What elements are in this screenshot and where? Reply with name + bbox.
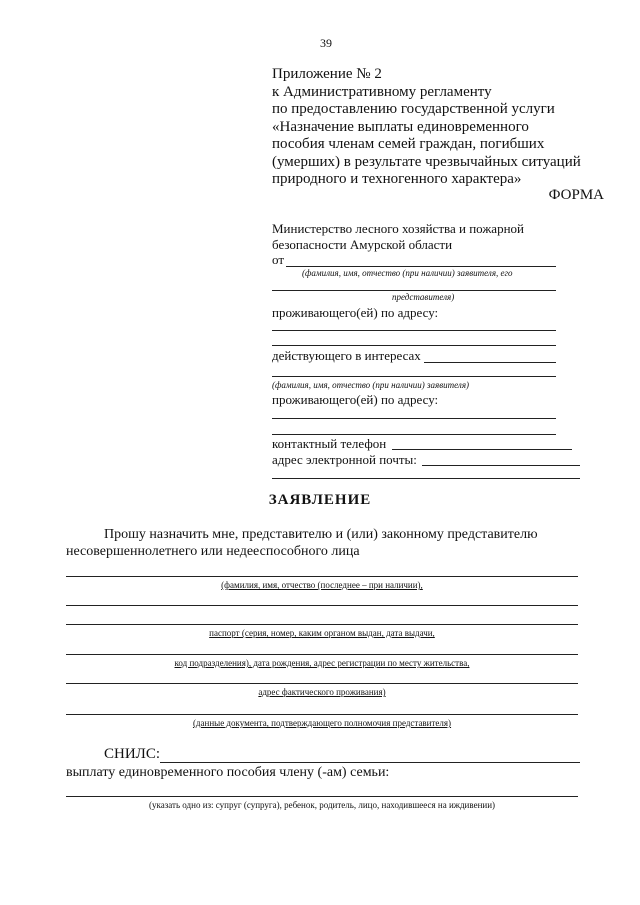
address-field[interactable] — [272, 330, 556, 331]
address-field-2[interactable] — [272, 418, 556, 419]
blank-line[interactable] — [66, 605, 578, 606]
ministry-line: безопасности Амурской области — [272, 237, 453, 252]
email-label: адрес электронной почты: — [272, 452, 417, 467]
request-line-2: несовершеннолетнего или недееспособного лица — [66, 544, 360, 559]
appendix-line: по предоставлению государственной услуги — [272, 101, 555, 117]
forma-label: ФОРМА — [548, 187, 604, 203]
applicant-field[interactable] — [272, 290, 556, 291]
appendix-line: пособия членам семей граждан, погибших — [272, 136, 545, 152]
document-title: ЗАЯВЛЕНИЕ — [268, 492, 372, 508]
appendix-line: «Назначение выплаты единовременного — [272, 118, 529, 135]
from-field[interactable] — [286, 266, 556, 267]
phone-field[interactable] — [392, 449, 572, 450]
relation-hint: (указать одно из: супруг (супруга), ребенок, родитель, лицо, находившееся на иждивении) — [148, 800, 496, 810]
representative-field[interactable] — [272, 376, 556, 377]
document-field[interactable] — [66, 714, 578, 715]
code-field[interactable] — [66, 654, 578, 655]
payment-line: выплату единовременного пособия члену (-ам) семьи: — [66, 765, 390, 780]
actual-address-field[interactable] — [66, 683, 578, 684]
appendix-line: (умерших) в результате чрезвычайных ситуаций — [272, 153, 581, 170]
representative-hint: (фамилия, имя, отчество (при наличии) заявителя) — [272, 380, 470, 390]
passport-field[interactable] — [66, 624, 578, 625]
phone-label: контактный телефон — [272, 436, 387, 451]
appendix-line: природного и техногенного характера» — [272, 171, 522, 187]
address-field-2[interactable] — [272, 434, 556, 435]
address-field[interactable] — [272, 345, 556, 346]
residing-label-2: проживающего(ей) по адресу: — [272, 392, 439, 407]
applicant-hint: (фамилия, имя, отчество (при наличии) заявителя, его — [302, 268, 513, 278]
snils-field[interactable] — [160, 762, 580, 763]
email-field[interactable] — [422, 465, 580, 466]
request-line-1: Прошу назначить мне, представителю и (или) законному представителю — [104, 527, 538, 542]
acting-field[interactable] — [424, 362, 556, 363]
ministry-line: Министерство лесного хозяйства и пожарной — [272, 221, 524, 236]
from-label: от — [272, 252, 285, 267]
email-field-2[interactable] — [272, 478, 580, 479]
fio-field[interactable] — [66, 576, 578, 577]
snils-label: СНИЛС: — [104, 746, 161, 762]
appendix-line: к Административному регламенту — [272, 83, 492, 100]
actual-address-caption: адрес фактического проживания) — [258, 687, 386, 697]
appendix-line: Приложение № 2 — [272, 66, 382, 82]
passport-caption: паспорт (серия, номер, каким органом выдан, дата выдачи, — [209, 628, 435, 638]
ministry-block — [272, 221, 524, 253]
code-caption: код подразделения), дата рождения, адрес регистрации по месту жительства, — [174, 658, 470, 668]
applicant-hint-2: представителя) — [392, 292, 455, 302]
document-caption: (данные документа, подтверждающего полномочия представителя) — [192, 718, 452, 728]
relation-field[interactable] — [66, 796, 578, 797]
acting-label: действующего в интересах — [272, 348, 421, 363]
appendix-header — [272, 66, 581, 189]
residing-label: проживающего(ей) по адресу: — [272, 305, 439, 320]
page-number: 39 — [320, 36, 332, 50]
fio-caption: (фамилия, имя, отчество (последнее – при наличии), — [221, 580, 423, 590]
